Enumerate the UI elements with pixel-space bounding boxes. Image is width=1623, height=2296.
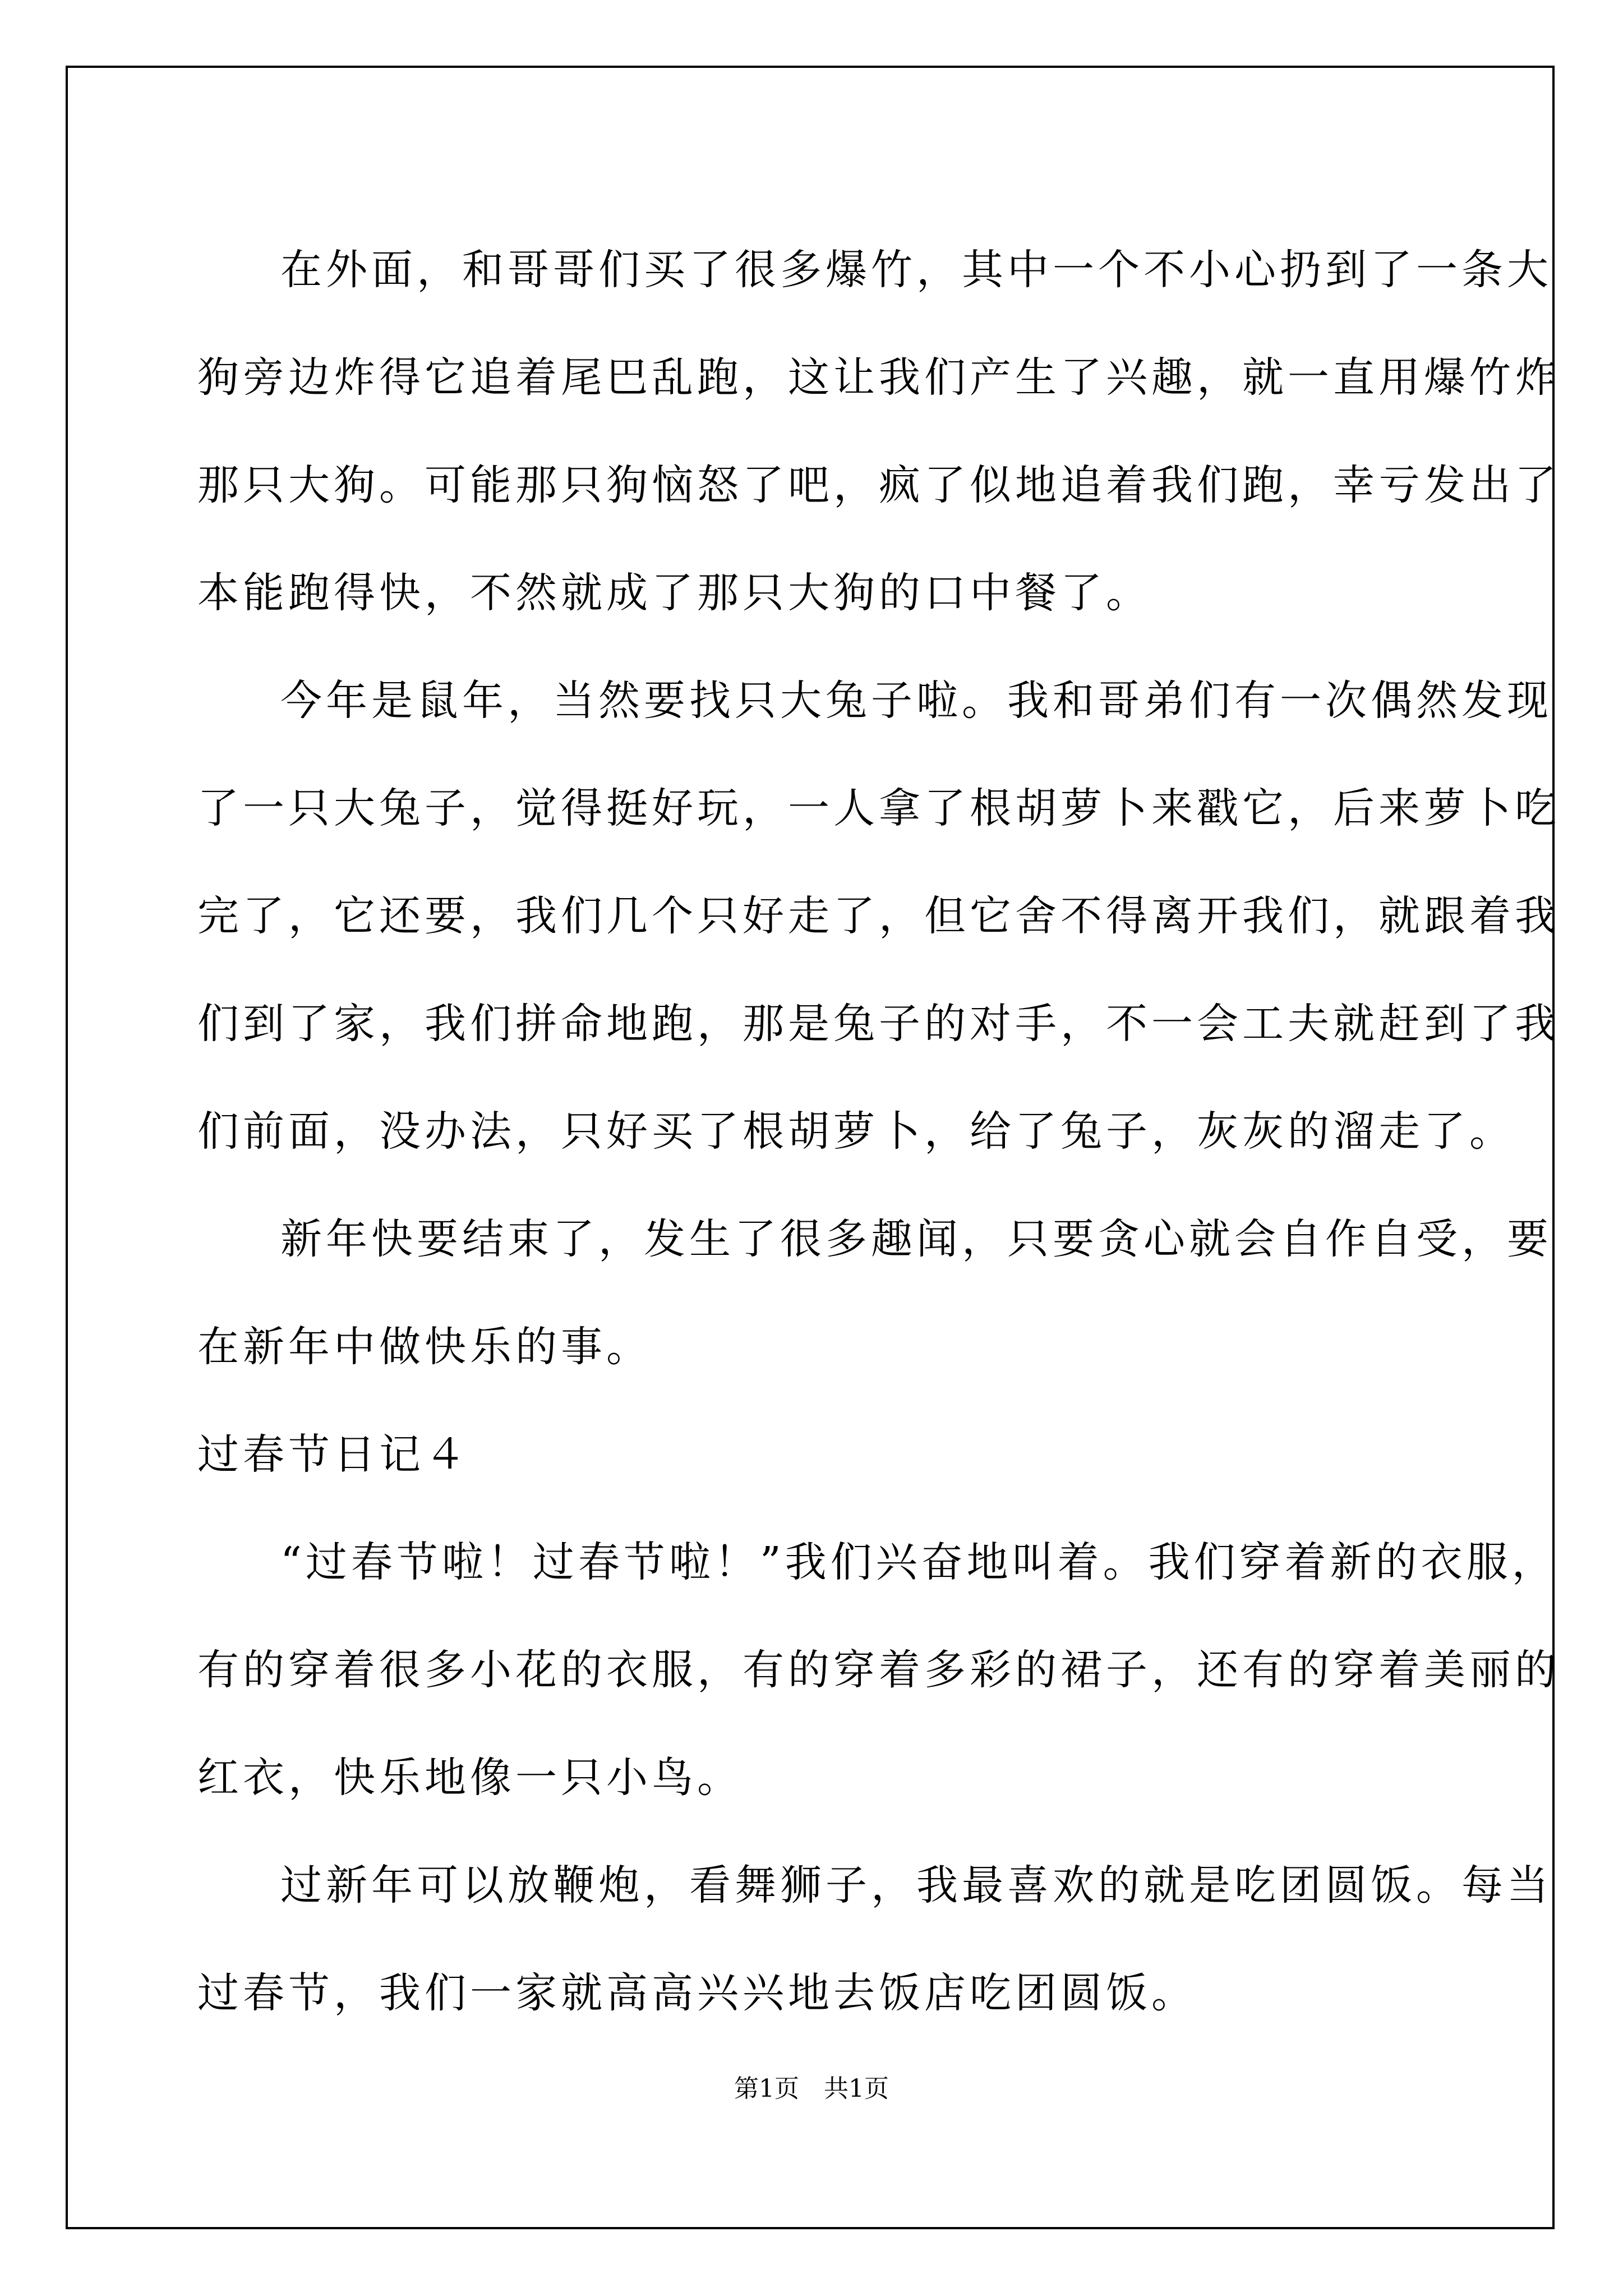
text-line: 红衣，快乐地像一只小鸟。: [197, 1754, 743, 1802]
text-line: 那只大狗。可能那只狗恼怒了吧，疯了似地追着我们跑，幸亏发出了: [197, 461, 1560, 509]
text-line: 了一只大兔子，觉得挺好玩，一人拿了根胡萝卜来戳它，后来萝卜吃: [197, 784, 1560, 832]
text-line: 狗旁边炸得它追着尾巴乱跑，这让我们产生了兴趣，就一直用爆竹炸: [197, 353, 1560, 402]
text-line: “过春节啦！过春节啦！”我们兴奋地叫着。我们穿着新的衣服，: [280, 1538, 1557, 1586]
page-footer: 第1页 共1页: [734, 2074, 889, 2103]
text-line: 完了，它还要，我们几个只好走了，但它舍不得离开我们，就跟着我: [197, 892, 1560, 940]
text-line: 们到了家，我们拼命地跑，那是兔子的对手，不一会工夫就赶到了我: [197, 1000, 1560, 1048]
section-heading: 过春节日记４: [197, 1430, 470, 1479]
text-line: 们前面，没办法，只好买了根胡萝卜，给了兔子，灰灰的溜走了。: [197, 1107, 1515, 1156]
document-body: [197, 216, 1560, 2047]
text-line: 今年是鼠年，当然要找只大兔子啦。我和哥弟们有一次偶然发现: [280, 677, 1552, 725]
text-line: 新年快要结束了，发生了很多趣闻，只要贪心就会自作自受，要: [280, 1215, 1552, 1263]
text-line: 过春节，我们一家就高高兴兴地去饭店吃团圆饭。: [197, 1969, 1197, 2017]
text-line: 有的穿着很多小花的衣服，有的穿着多彩的裙子，还有的穿着美丽的: [197, 1646, 1560, 1694]
text-line: 本能跑得快，不然就成了那只大狗的口中餐了。: [197, 569, 1151, 617]
text-line: 过新年可以放鞭炮，看舞狮子，我最喜欢的就是吃团圆饭。每当: [280, 1861, 1552, 1910]
text-line: 在外面，和哥哥们买了很多爆竹，其中一个不小心扔到了一条大: [280, 246, 1552, 294]
text-line: 在新年中做快乐的事。: [197, 1323, 652, 1371]
